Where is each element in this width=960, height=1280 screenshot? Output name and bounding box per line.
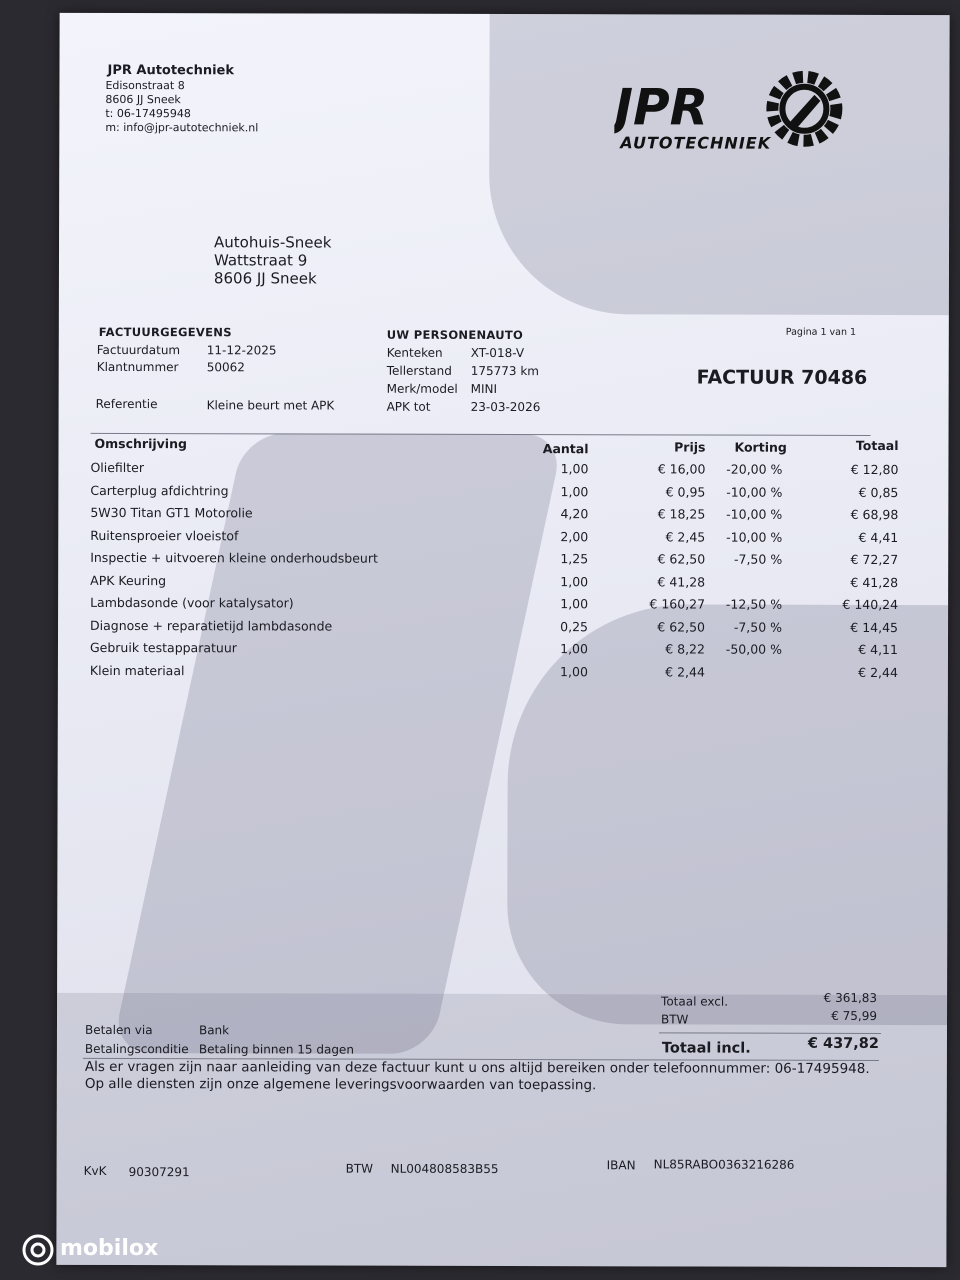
table-row <box>90 482 899 506</box>
cell-aantal: 1,00 <box>560 641 588 657</box>
invoice-title: FACTUUR 70486 <box>696 366 868 389</box>
watermark-text: mobilox <box>60 1236 159 1261</box>
logo-sub-text: AUTOTECHNIEK <box>620 133 772 153</box>
table-row <box>90 504 899 529</box>
betalen-via-label: Betalen via <box>84 1022 153 1038</box>
col-prijs: Prijs <box>674 439 706 455</box>
cell-totaal: € 4,11 <box>858 641 898 658</box>
photo-shadow <box>56 990 947 1267</box>
cell-korting: -12,50 % <box>725 596 783 612</box>
cell-omschrijving: Diagnose + reparatietijd lambdasonde <box>90 617 333 634</box>
cell-korting: -10,00 % <box>726 484 783 500</box>
cell-aantal: 0,25 <box>560 618 589 634</box>
photo-shadow <box>489 14 950 315</box>
company-address <box>105 79 258 135</box>
klantnummer-value: 50062 <box>206 360 245 375</box>
logo-main-text: JPR <box>614 78 709 137</box>
iban-label: IBAN <box>606 1158 636 1173</box>
totaal-incl-value: € 437,82 <box>807 1035 879 1052</box>
cell-totaal: € 0,85 <box>858 484 899 500</box>
merkmodel-value: MINI <box>470 381 498 396</box>
cell-prijs: € 2,45 <box>665 528 706 545</box>
cell-aantal: 1,00 <box>560 663 588 679</box>
totals-rule <box>659 1032 881 1034</box>
cell-totaal: € 2,44 <box>858 664 898 680</box>
cell-totaal: € 12,80 <box>850 461 899 478</box>
cell-korting: -10,00 % <box>726 506 783 522</box>
col-aantal: Aantal <box>542 441 589 457</box>
cell-aantal: 1,00 <box>560 461 589 477</box>
cell-prijs: € 2,44 <box>665 663 705 680</box>
btw-id-value: NL004808583B55 <box>390 1161 499 1176</box>
kvk-value: 90307291 <box>128 1165 190 1180</box>
kvk-label: KvK <box>83 1163 107 1178</box>
factuurdatum-value: 11-12-2025 <box>206 343 277 358</box>
apk-tot-value: 23-03-2026 <box>470 399 541 415</box>
cell-korting: -20,00 % <box>726 461 783 477</box>
cell-aantal: 1,00 <box>560 596 589 612</box>
footer-text: Als er vragen zijn naar aanleiding van deze factuur kunt u ons altijd bereiken onder telefoonnummer: 06-17495948. Op alle diensten zijn onze algemene leveringsvoorwaarden van toepassing. <box>84 1058 870 1094</box>
cell-aantal: 2,00 <box>560 528 589 544</box>
totaal-excl-value: € 361,83 <box>823 990 878 1005</box>
cell-omschrijving: 5W30 Titan GT1 Motorolie <box>90 504 253 521</box>
cell-prijs: € 0,95 <box>665 483 706 500</box>
cell-totaal: € 14,45 <box>850 619 899 635</box>
betalingsconditie-value: Betaling binnen 15 dagen <box>198 1042 354 1057</box>
table-row <box>89 662 898 686</box>
cell-aantal: 1,00 <box>560 483 589 499</box>
table-row <box>90 459 899 484</box>
cell-totaal: € 41,28 <box>850 574 899 590</box>
cell-prijs: € 62,50 <box>657 618 706 635</box>
cell-korting: -7,50 % <box>733 551 783 567</box>
invoice-paper <box>56 13 949 1267</box>
cell-omschrijving: Gebruik testapparatuur <box>89 639 237 656</box>
betalingsconditie-label: Betalingsconditie <box>84 1041 189 1057</box>
table-row <box>90 572 899 596</box>
cell-prijs: € 18,25 <box>657 506 706 522</box>
company-city: 8606 JJ Sneek <box>105 92 181 107</box>
cell-prijs: € 160,27 <box>649 596 706 612</box>
cell-omschrijving: Carterplug afdichtring <box>90 482 229 498</box>
col-omschrijving: Omschrijving <box>94 435 187 452</box>
betalen-via-value: Bank <box>198 1023 230 1038</box>
table-header <box>91 435 899 457</box>
cell-korting: -50,00 % <box>725 641 782 657</box>
table-row <box>90 617 899 641</box>
btw-label: BTW <box>660 1012 689 1027</box>
btw-id-label: BTW <box>345 1161 374 1176</box>
kenteken-value: XT-018-V <box>470 345 525 361</box>
mobilox-logo-icon <box>22 1234 54 1266</box>
cell-korting: -7,50 % <box>733 619 783 635</box>
cell-prijs: € 62,50 <box>657 551 706 567</box>
referentie-label: Referentie <box>95 396 158 412</box>
factuurdatum-label: Factuurdatum <box>96 342 181 358</box>
table-row <box>90 549 899 574</box>
tellerstand-value: 175773 km <box>470 363 539 379</box>
apk-tot-label: APK tot <box>386 399 431 414</box>
company-street: Edisonstraat 8 <box>105 78 185 93</box>
table-row <box>90 594 899 619</box>
page-indicator: Pagina 1 van 1 <box>785 326 857 338</box>
cell-totaal: € 68,98 <box>850 506 899 523</box>
cell-omschrijving: Inspectie + uitvoeren kleine onderhoudsbeurt <box>90 549 378 566</box>
iban-value: NL85RABO0363216286 <box>653 1157 795 1172</box>
btw-value: € 75,99 <box>831 1008 878 1023</box>
cell-totaal: € 4,41 <box>858 529 899 545</box>
cell-aantal: 4,20 <box>560 506 589 522</box>
cell-aantal: 1,25 <box>560 551 589 567</box>
cell-omschrijving: Oliefilter <box>90 459 145 476</box>
totaal-excl-label: Totaal excl. <box>661 994 729 1009</box>
cell-omschrijving: Lambdasonde (voor katalysator) <box>90 594 294 611</box>
klantnummer-label: Klantnummer <box>96 359 179 375</box>
factuurgegevens-title: FACTUURGEGEVENS <box>98 324 232 340</box>
company-email: m: info@jpr-autotechniek.nl <box>105 120 259 135</box>
cell-totaal: € 72,27 <box>850 551 899 568</box>
col-korting: Korting <box>734 439 787 455</box>
table-row <box>89 639 898 664</box>
gear-icon <box>772 77 836 141</box>
cell-prijs: € 16,00 <box>657 461 706 477</box>
cell-omschrijving: Ruitensproeier vloeistof <box>90 527 239 543</box>
cell-korting: -10,00 % <box>726 529 783 545</box>
merkmodel-label: Merk/model <box>386 381 458 396</box>
col-totaal: Totaal <box>855 437 899 454</box>
recipient-street: Wattstraat 9 <box>213 251 308 270</box>
cell-omschrijving: APK Keuring <box>90 572 167 588</box>
company-logo <box>614 62 854 158</box>
recipient-address <box>214 233 332 287</box>
referentie-value: Kleine beurt met APK <box>206 398 335 413</box>
cell-prijs: € 41,28 <box>657 573 706 590</box>
cell-totaal: € 140,24 <box>842 596 899 613</box>
kenteken-label: Kenteken <box>386 345 443 360</box>
table-top-rule <box>91 433 871 436</box>
company-phone: t: 06-17495948 <box>105 106 191 121</box>
table-row <box>90 527 899 551</box>
totaal-incl-label: Totaal incl. <box>661 1040 751 1057</box>
cell-prijs: € 8,22 <box>665 641 705 657</box>
auto-title: UW PERSONENAUTO <box>386 327 524 343</box>
tellerstand-label: Tellerstand <box>386 363 452 378</box>
cell-aantal: 1,00 <box>560 573 589 589</box>
recipient-name: Autohuis-Sneek <box>214 233 332 252</box>
cell-omschrijving: Klein materiaal <box>89 662 185 678</box>
company-name: JPR Autotechniek <box>107 62 235 79</box>
recipient-city: 8606 JJ Sneek <box>213 269 317 288</box>
